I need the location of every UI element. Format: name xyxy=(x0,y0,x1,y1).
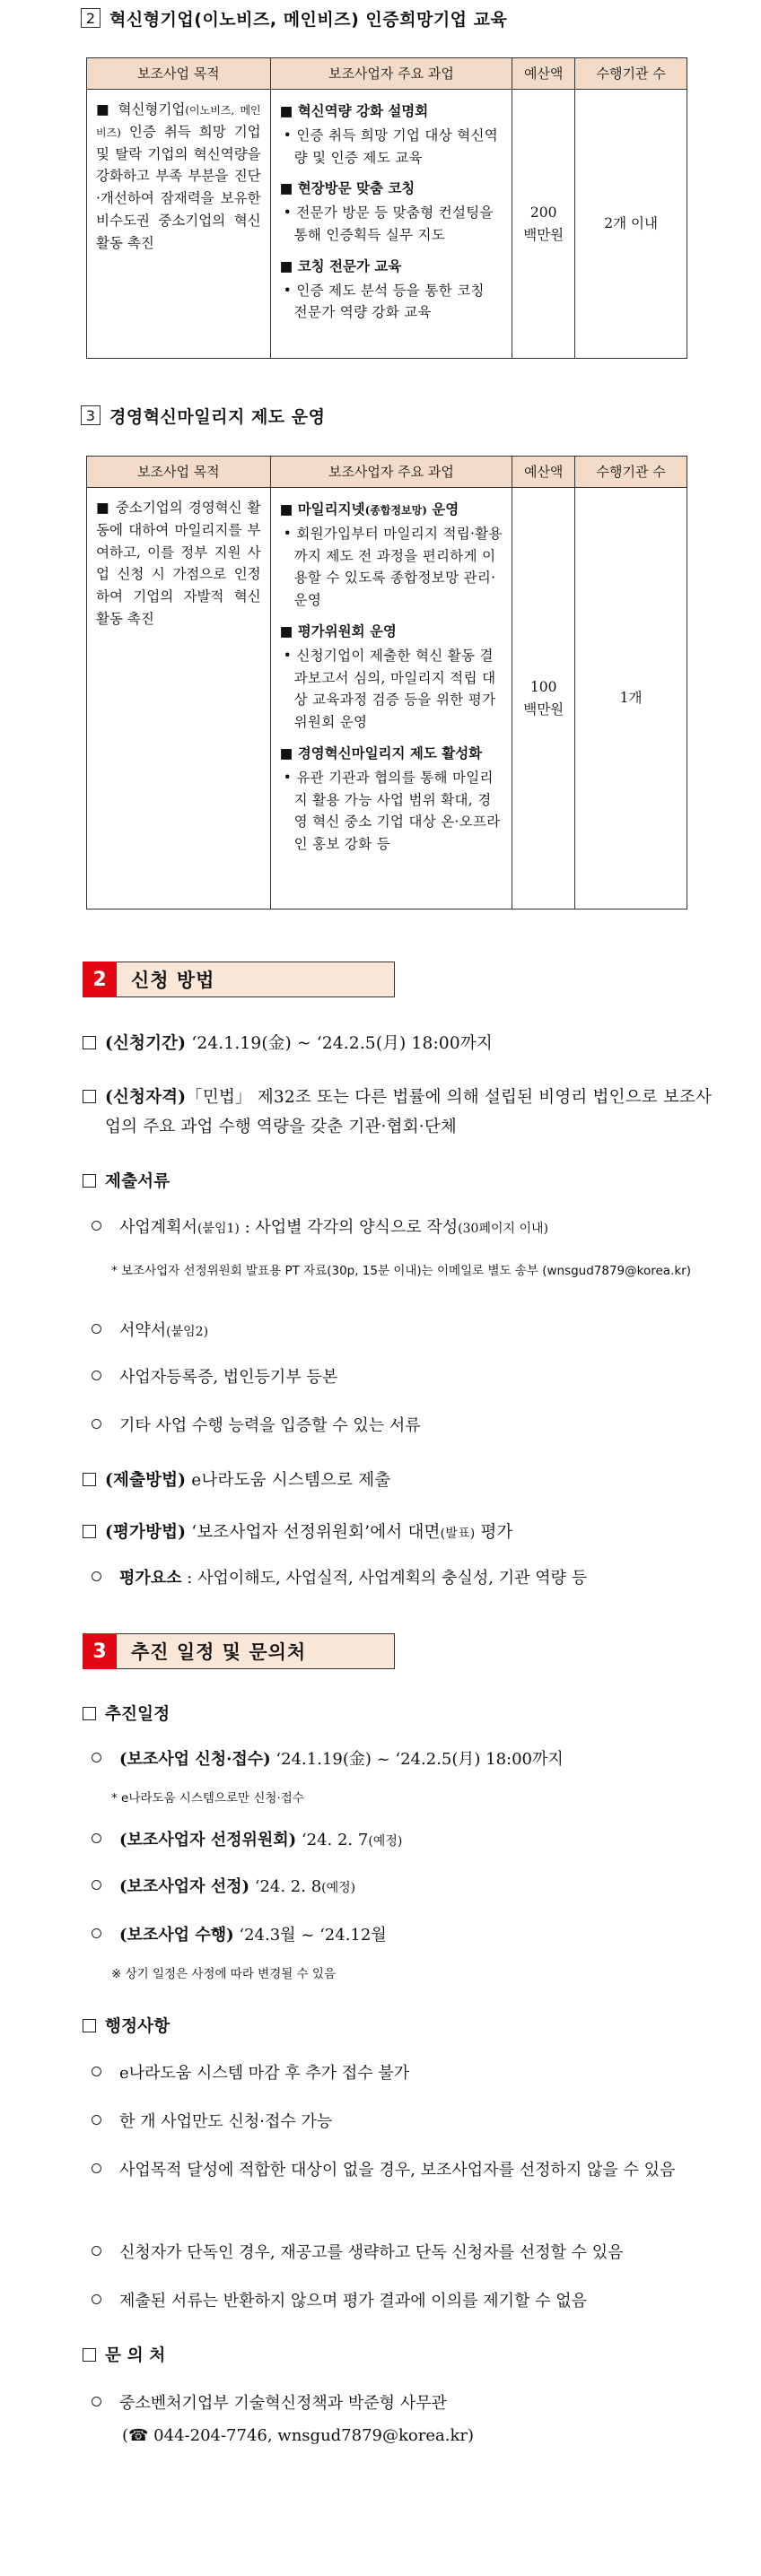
section-title: 신청 방법 xyxy=(117,962,395,997)
header-budget: 예산액 xyxy=(512,58,575,90)
task-item: • 유관 기관과 협의를 통해 마일리지 활용 가능 사업 범위 확대, 경영 혁신 중소 기업 대상 온·오프라인 홍보 강화 등 xyxy=(283,769,501,853)
circle-bullet-icon xyxy=(92,2067,101,2076)
admin-item: 제출된 서류는 반환하지 않으며 평가 결과에 이의를 제기할 수 없음 xyxy=(92,2287,702,2316)
checkbox-square-icon xyxy=(83,2019,96,2032)
circle-bullet-icon xyxy=(92,2163,101,2173)
documents-heading: 제출서류 xyxy=(83,1167,693,1197)
checkbox-square-icon xyxy=(83,1090,96,1103)
section-title: 추진 일정 및 문의처 xyxy=(117,1633,395,1669)
schedule-item: (보조사업 수행) ‘24.3월 ~ ‘24.12월 xyxy=(92,1921,702,1950)
task-item: • 신청기업이 제출한 혁신 활동 결과보고서 심의, 마일리지 적립 대상 교육과정 검증 등을 위한 평가위원회 운영 xyxy=(283,647,496,731)
phone-icon: ☎ xyxy=(128,2426,149,2445)
subsection-title: 경영혁신마일리지 제도 운영 xyxy=(109,406,326,427)
contact-phone-email: 044-204-7746, wnsgud7879@korea.kr xyxy=(148,2426,468,2445)
purpose-cell: ■ 중소기업의 경영혁신 활동에 대하여 마일리지를 부여하고, 이를 정부 지원 사업 신청 시 가점으로 인정하여 기업의 자발적 혁신 활동 촉진 xyxy=(87,488,271,909)
circle-bullet-icon xyxy=(92,2115,101,2125)
eval-method: (평가방법) ‘보조사업자 선정위원회’에서 대면(발표) 평가 xyxy=(83,1518,693,1549)
purpose-cell: ■ 혁신형기업(이노비즈, 메인비즈) 인증 취득 희망 기업 및 탈락 기업의 혁신역량을 강화하고 부족 부분을 진단·개선하여 잠재력을 보유한 비수도권 중소기업의 혁신 활동 촉진 xyxy=(87,90,271,359)
document-item: 사업자등록증, 법인등기부 등본 xyxy=(92,1363,702,1392)
header-count: 수행기관 수 xyxy=(575,58,687,90)
table-row xyxy=(87,488,687,909)
circle-bullet-icon xyxy=(92,1221,101,1231)
budget-cell: 200 백만원 xyxy=(512,90,575,359)
task-title: ■ 혁신역량 강화 설명회 xyxy=(279,102,429,119)
checkbox-square-icon xyxy=(83,2348,96,2362)
apply-period: (신청기간) ‘24.1.19(金) ~ ‘24.2.5(月) 18:00까지 xyxy=(83,1029,693,1058)
task-item: • 전문가 방문 등 맞춤형 컨설팅을 통해 인증획득 실무 지도 xyxy=(283,205,494,243)
section-header-schedule xyxy=(83,1633,395,1669)
circle-bullet-icon xyxy=(92,1571,101,1581)
schedule-item: (보조사업자 선정) ‘24. 2. 8(예정) xyxy=(92,1873,702,1902)
table-header-row xyxy=(87,58,687,90)
header-budget: 예산액 xyxy=(512,457,575,488)
circle-bullet-icon xyxy=(92,1419,101,1429)
tasks-cell xyxy=(270,90,512,359)
eval-elements: 평가요소 : 사업이해도, 사업실적, 사업계획의 충실성, 기관 역량 등 xyxy=(92,1564,702,1593)
section-number: 3 xyxy=(83,1633,117,1669)
count-cell: 2개 이내 xyxy=(575,90,687,359)
mileage-table xyxy=(86,456,687,909)
task-title: ■ 평가위원회 운영 xyxy=(279,622,397,640)
circle-bullet-icon xyxy=(92,1324,101,1334)
task-title: ■ 코칭 전문가 교육 xyxy=(279,257,402,274)
task-title: ■ 현장방문 맞춤 코칭 xyxy=(279,179,415,197)
section-header-apply xyxy=(83,962,395,997)
document-item: 기타 사업 수행 능력을 입증할 수 있는 서류 xyxy=(92,1412,702,1440)
table-header-row xyxy=(87,457,687,488)
header-purpose: 보조사업 목적 xyxy=(87,457,271,488)
count-cell: 1개 xyxy=(575,488,687,909)
schedule-heading: 추진일정 xyxy=(83,1700,693,1729)
document-note: * 보조사업자 선정위원회 발표용 PT 자료(30p, 15분 이내)는 이메일로 별도 송부 (wnsgud7879@korea.kr) xyxy=(111,1264,692,1278)
admin-heading: 행정사항 xyxy=(83,2012,693,2041)
circle-bullet-icon xyxy=(92,2397,101,2406)
circle-bullet-icon xyxy=(92,1928,101,1938)
header-tasks: 보조사업자 주요 과업 xyxy=(270,457,512,488)
header-tasks: 보조사업자 주요 과업 xyxy=(270,58,512,90)
subsection-heading-mileage xyxy=(81,400,325,431)
admin-item: 신청자가 단독인 경우, 재공고를 생략하고 단독 신청자를 선정할 수 있음 xyxy=(92,2239,702,2267)
task-title: ■ 경영혁신마일리지 제도 활성화 xyxy=(279,744,483,761)
subsection-title: 혁신형기업(이노비즈, 메인비즈) 인증희망기업 교육 xyxy=(109,9,508,30)
tasks-cell xyxy=(270,488,512,909)
task-title: ■ 마일리지넷(종합정보망) 운영 xyxy=(279,500,459,518)
header-count: 수행기관 수 xyxy=(575,457,687,488)
document-item: 서약서(붙임2) xyxy=(92,1317,702,1346)
task-item: • 인증 제도 분석 등을 통한 코칭 전문가 역량 강화 교육 xyxy=(283,282,485,321)
contact-heading: 문 의 처 xyxy=(83,2341,693,2371)
task-item: • 인증 취득 희망 기업 대상 혁신역량 및 인증 제도 교육 xyxy=(283,126,499,166)
checkbox-square-icon xyxy=(83,1707,96,1720)
circle-bullet-icon xyxy=(92,1880,101,1890)
admin-item: 사업목적 달성에 적합한 대상이 없을 경우, 보조사업자를 선정하지 않을 수 있음 xyxy=(92,2156,731,2185)
circle-bullet-icon xyxy=(92,1753,101,1762)
schedule-note: * e나라도움 시스템으로만 신청·접수 xyxy=(111,1791,304,1806)
document-item: 사업계획서(붙임1) : 사업별 각각의 양식으로 작성(30페이지 이내) xyxy=(92,1214,702,1243)
contact-item: 중소벤처기업부 기술혁신정책과 박준형 사무관 xyxy=(92,2389,702,2418)
admin-item: e나라도움 시스템 마감 후 추가 접수 불가 xyxy=(92,2059,702,2088)
table-row xyxy=(87,90,687,359)
schedule-change-note: ※ 상기 일정은 사정에 따라 변경될 수 있음 xyxy=(111,1967,337,1981)
task-item: • 회원가입부터 마일리지 적립·활용까지 제도 전 과정을 편리하게 이용할 수 있도록 종합정보망 관리·운영 xyxy=(283,525,503,609)
subsection-number: 3 xyxy=(81,405,101,425)
innovation-table xyxy=(86,57,687,359)
schedule-item: (보조사업 신청·접수) ‘24.1.19(金) ~ ‘24.2.5(月) 18:00까지 xyxy=(92,1745,702,1774)
contact-details: (☎ 044-204-7746, wnsgud7879@korea.kr) xyxy=(122,2426,474,2445)
circle-bullet-icon xyxy=(92,1371,101,1380)
circle-bullet-icon xyxy=(92,2294,101,2304)
apply-qualification: (신청자격)「민법」 제32조 또는 다른 법률에 의해 설립된 비영리 법인으로 보조사업의 주요 과업 수행 역량을 갖춘 기관·협회·단체 xyxy=(83,1083,715,1142)
section-number: 2 xyxy=(83,962,117,997)
checkbox-square-icon xyxy=(83,1174,96,1188)
circle-bullet-icon xyxy=(92,1833,101,1843)
header-purpose: 보조사업 목적 xyxy=(87,58,271,90)
admin-item: 한 개 사업만도 신청·접수 가능 xyxy=(92,2108,702,2137)
checkbox-square-icon xyxy=(83,1525,96,1538)
checkbox-square-icon xyxy=(83,1473,96,1486)
subsection-heading-innovation xyxy=(81,3,507,33)
subsection-number: 2 xyxy=(81,8,101,28)
submit-method: (제출방법) e나라도움 시스템으로 제출 xyxy=(83,1466,693,1495)
schedule-item: (보조사업자 선정위원회) ‘24. 2. 7(예정) xyxy=(92,1826,702,1856)
circle-bullet-icon xyxy=(92,2246,101,2256)
checkbox-square-icon xyxy=(83,1036,96,1049)
budget-cell: 100 백만원 xyxy=(512,488,575,909)
